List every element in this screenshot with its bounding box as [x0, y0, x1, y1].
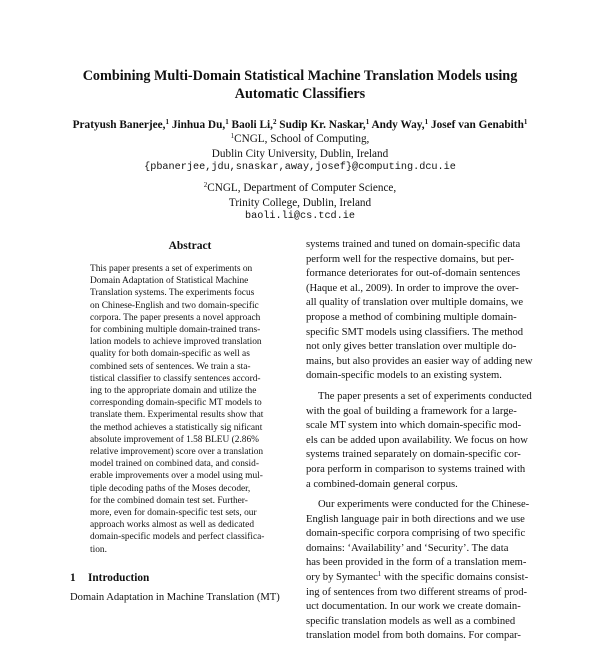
text-line: combined sets of sentences. We train a sta-	[90, 361, 251, 372]
text-line: Translation systems. The experiments focus	[90, 288, 255, 299]
text-line: corresponding domain-specific MT models to	[90, 398, 262, 409]
text-line: specific translation models as well as a combined	[306, 615, 516, 627]
affiliation-1-email[interactable]: {pbanerjee,jdu,snaskar,away,josef}@computing.dcu.ie	[144, 162, 456, 173]
author-name: Pratyush Banerjee,	[72, 119, 166, 131]
author-affiliation-mark: 1	[165, 118, 169, 126]
text-line: pora perform in comparison to systems trained with	[306, 463, 526, 475]
right-column	[306, 238, 534, 650]
text-line: ing to the appropriate domain and utilize the	[90, 386, 257, 397]
author-name: Andy Way,	[371, 119, 425, 131]
affiliation-1	[60, 132, 540, 176]
affiliation-1-university: Dublin City University, Dublin, Ireland	[211, 147, 389, 160]
section-heading-introduction	[70, 572, 149, 584]
paper-title-line-2: Automatic Classifiers	[234, 86, 366, 102]
text-line: domain-specific models to an existing system.	[306, 370, 502, 382]
footnote-mark[interactable]: 1	[377, 570, 382, 579]
body-paragraph	[306, 498, 534, 644]
abstract-heading: Abstract	[168, 240, 212, 252]
text-line: ing of sentences from two different streams of prod-	[306, 586, 528, 598]
text-line: This paper presents a set of experiments on	[90, 264, 253, 274]
text-line: translate them. Experimental results show that	[90, 410, 264, 421]
text-line: has been provided in the form of a translation mem-	[306, 557, 527, 569]
text-line: uct documentation. In our work we create domain-	[306, 601, 521, 613]
author-affiliation-mark: 1	[523, 118, 528, 126]
text-line: not only gives better translation over multiple do-	[306, 341, 517, 353]
author-name: Baoli Li,	[231, 119, 273, 131]
text-line: specific SMT models using classifiers. The method	[306, 326, 524, 338]
abstract-body	[90, 263, 287, 556]
author-affiliation-mark: 1	[424, 118, 429, 126]
text-line: erable improvements over a model using mul-	[90, 471, 263, 482]
text-line: absolute improvement of 1.58 BLEU (2.86%	[90, 434, 259, 445]
introduction-body	[70, 591, 295, 605]
text-line: quality for both domain-specific as well as	[90, 349, 250, 360]
text-line: domain-specific models and perfect classifica-	[90, 532, 265, 543]
affiliation-2-org: $^2$CNGL, Department of Computer Science,	[203, 181, 397, 194]
text-line: relative improvement) score over a translation	[90, 447, 264, 458]
text-line: approach works almost as well as dedicated	[90, 520, 255, 531]
text-line: formance deteriorates for out-of-domain sentences	[306, 268, 521, 280]
text-line: with the goal of building a framework for a large-	[306, 405, 517, 417]
text-line: els can be added upon availability. We focus on how	[306, 434, 528, 446]
affiliation-2-email[interactable]: baoli.li@cs.tcd.ie	[244, 211, 356, 222]
text-line: on Chinese-English and two domain-specific	[90, 300, 259, 311]
text-line: Our experiments were conducted for the Chinese-	[318, 499, 530, 511]
text-fragment: ory by Symantec	[306, 572, 378, 584]
text-line: systems trained and tuned on domain-specific data	[306, 239, 521, 250]
text-line: mains, but also provides an easier way of adding new	[306, 355, 533, 367]
text-line	[306, 571, 534, 586]
text-line: tion.	[90, 544, 107, 555]
author-list	[20, 118, 580, 132]
author-affiliation-mark: 1	[365, 118, 370, 126]
text-line: all quality of translation over multiple domains, we	[306, 297, 524, 309]
author-name: Sudip Kr. Naskar,	[279, 119, 366, 131]
body-paragraph	[306, 390, 534, 492]
affiliation-1-org: $^1$CNGL, School of Computing,	[230, 132, 370, 145]
body-paragraph	[306, 238, 534, 384]
text-line: for combining multiple domain-trained trans-	[90, 325, 261, 336]
text-line: domain-specific corpora comprising of two specific	[306, 528, 526, 540]
author-name: Jinhua Du,	[171, 119, 226, 131]
author-name: Josef van Genabith	[430, 119, 524, 131]
text-line: corpora. The paper presents a novel approach	[90, 312, 261, 323]
text-line: tistical classifier to classify sentences accord-	[90, 373, 261, 384]
affiliation-2	[60, 181, 540, 225]
text-line: propose a method of combining multiple domain-	[306, 311, 517, 323]
affiliation-2-university: Trinity College, Dublin, Ireland	[228, 196, 372, 209]
text-line: model trained on combined data, and consid-	[90, 459, 259, 470]
text-line: domains: ‘Availability’ and ‘Security’. The data	[306, 542, 509, 554]
text-line: (Haque et al., 2009). In order to improve the over-	[306, 282, 519, 294]
paper-title	[60, 67, 540, 103]
text-line: perform well for the respective domains, but per-	[306, 253, 515, 265]
text-line: systems trained separately on domain-specific cor-	[306, 449, 521, 461]
text-line: English language pair in both directions and we use	[306, 513, 525, 525]
text-line: The paper presents a set of experiments conducted	[318, 390, 532, 402]
text-line: Domain Adaptation of Statistical Machine	[90, 276, 249, 287]
author-affiliation-mark: 1	[225, 118, 229, 126]
text-line: lation models to achieve improved translation	[90, 337, 262, 348]
text-line: Domain Adaptation in Machine Translation (MT)	[70, 592, 280, 603]
text-fragment: with the specific domains consist-	[381, 572, 529, 584]
text-line: scale MT system into which domain-specific mod-	[306, 420, 522, 432]
text-line: tiple decoding paths of the Moses decoder,	[90, 483, 251, 494]
text-line: a combined-domain general corpus.	[306, 478, 458, 490]
author-affiliation-mark: 2	[272, 118, 277, 126]
section-number: 1	[70, 572, 76, 584]
text-line: the method achieves a statistically sig nificant	[90, 422, 263, 433]
text-line: more, even for domain-specific test sets, our	[90, 508, 257, 519]
section-title: Introduction	[88, 572, 150, 584]
paper-title-line-1: Combining Multi-Domain Statistical Machine Translation Models using	[82, 68, 518, 84]
text-line: for the combined domain test set. Further-	[90, 495, 248, 506]
text-line: translation model from both domains. For compar-	[306, 630, 521, 642]
